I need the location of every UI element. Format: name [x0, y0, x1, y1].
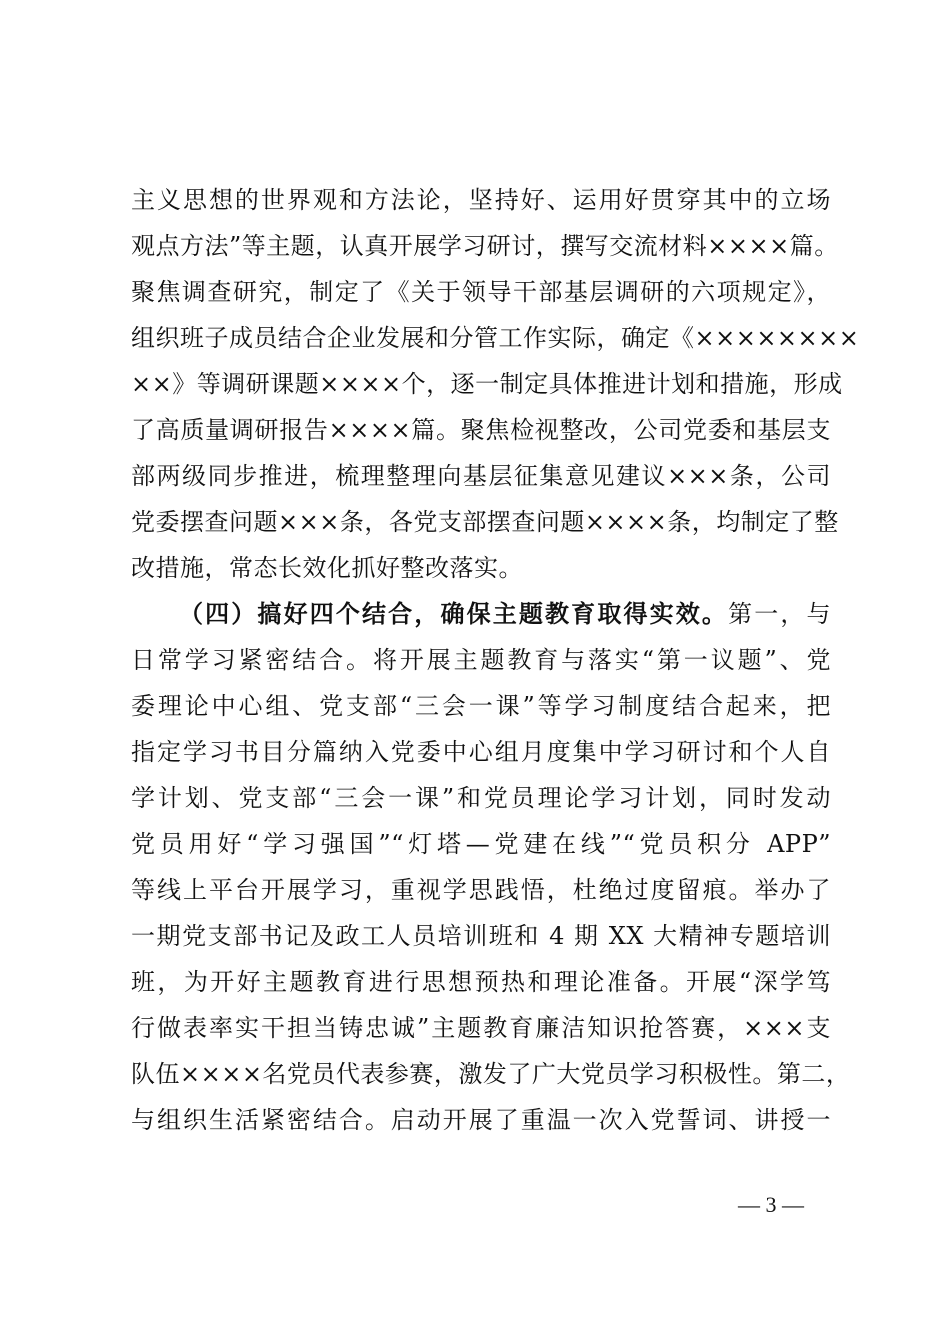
text-line: 组织班子成员结合企业发展和分管工作实际，确定《×××××××× — [131, 324, 860, 352]
text-line: 改措施，常态长效化抓好整改落实。 — [131, 554, 523, 582]
page-number: — 3 — — [738, 1192, 804, 1217]
text-line: 部两级同步推进，梳理整理向基层征集意见建议×××条，公司 — [131, 462, 831, 490]
text-line: 委理论中心组、党支部“三会一课”等学习制度结合起来，把 — [131, 692, 831, 720]
text-line: 党员用好“学习强国”“灯塔—党建在线”“党员积分 APP” — [131, 830, 831, 858]
text-line: 队伍××××名党员代表参赛，激发了广大党员学习积极性。第二， — [131, 1060, 851, 1088]
text-line: 党委摆查问题×××条，各党支部摆查问题××××条，均制定了整 — [131, 508, 839, 536]
text-line: 等线上平台开展学习，重视学思践悟，杜绝过度留痕。举办了 — [131, 876, 831, 904]
text-line: 日常学习紧密结合。将开展主题教育与落实“第一议题”、党 — [131, 646, 831, 674]
text-line: 主义思想的世界观和方法论，坚持好、运用好贯穿其中的立场 — [131, 186, 831, 214]
text-line: 指定学习书目分篇纳入党委中心组月度集中学习研讨和个人自 — [131, 738, 831, 766]
text-line: 与组织生活紧密结合。启动开展了重温一次入党誓词、讲授一 — [131, 1106, 831, 1134]
text-line: 行做表率实干担当铸忠诚”主题教育廉洁知识抢答赛，×××支 — [131, 1014, 831, 1042]
section-heading: （四）搞好四个结合，确保主题教育取得实效。 — [179, 599, 729, 628]
text-line: 学计划、党支部“三会一课”和党员理论学习计划，同时发动 — [131, 784, 831, 812]
section-heading-line — [131, 594, 831, 640]
body-text — [131, 180, 860, 1146]
text-line: 班，为开好主题教育进行思想预热和理论准备。开展“深学笃 — [131, 968, 831, 996]
heading-line-rest: 第一，与 — [728, 600, 831, 628]
text-line: 了高质量调研报告××××篇。聚焦检视整改，公司党委和基层支 — [131, 416, 831, 444]
text-line: 聚焦调查研究，制定了《关于领导干部基层调研的六项规定》， — [131, 278, 831, 306]
text-line: 观点方法”等主题，认真开展学习研讨，撰写交流材料××××篇。 — [131, 232, 839, 260]
text-line: 一期党支部书记及政工人员培训班和 4 期 XX 大精神专题培训 — [131, 922, 831, 950]
text-line: ××》等调研课题××××个，逐一制定具体推进计划和措施，形成 — [131, 370, 843, 398]
